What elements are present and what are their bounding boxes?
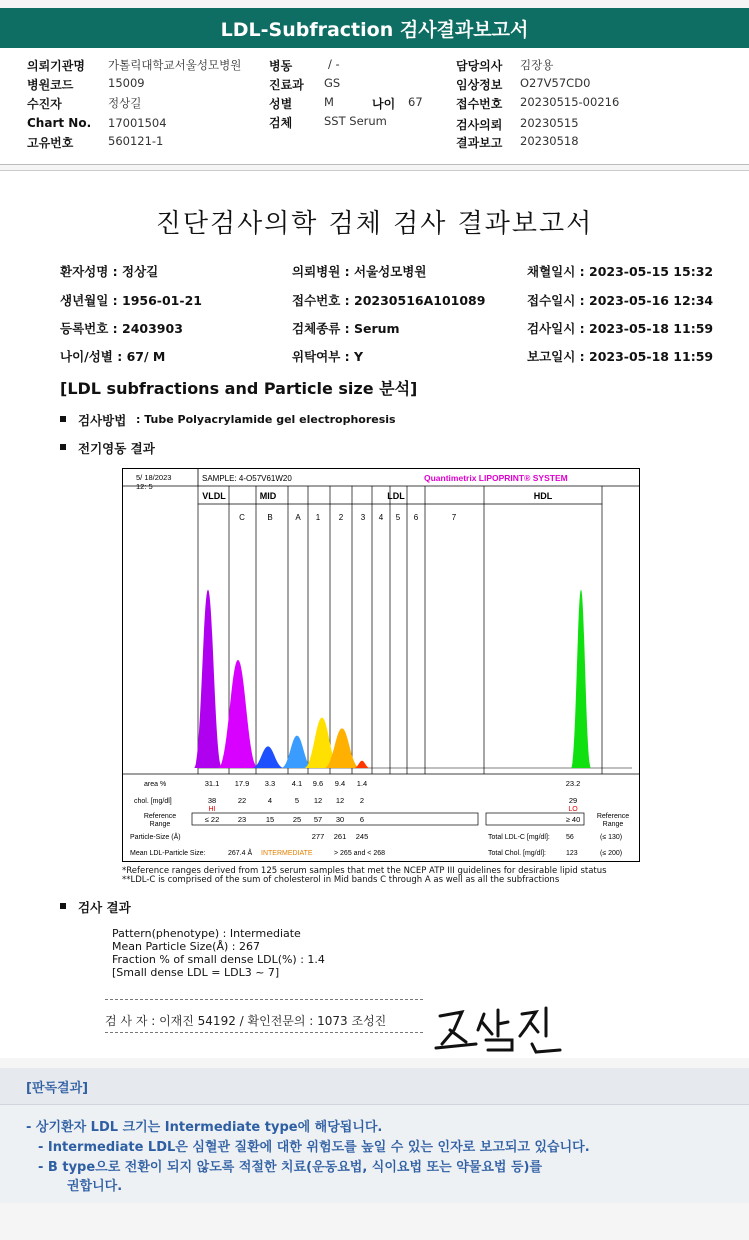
chol-value: 12 xyxy=(335,796,345,805)
mean-size-value: 267.4 Å xyxy=(228,850,253,857)
lipoprint-chart xyxy=(122,468,640,863)
band-label: 7 xyxy=(451,513,457,522)
area-value: 9.4 xyxy=(334,779,346,788)
report-heading: 진단검사의학 검체 검사 결과보고서 xyxy=(155,209,594,239)
result-definition: [Small dense LDL = LDL3 ~ 7] xyxy=(112,966,280,979)
label-specimen: 검체 xyxy=(269,116,293,130)
value-doctor: 김장용 xyxy=(520,58,554,72)
label-receipt-no: 접수번호 xyxy=(456,97,503,111)
consignment: 위탁여부 : Y xyxy=(292,349,364,364)
ref-value: 30 xyxy=(335,815,345,824)
chol-value: 4 xyxy=(267,796,273,805)
ref-value: ≤ 22 xyxy=(204,815,220,824)
label-hospital-code: 병원코드 xyxy=(27,78,74,92)
signature-divider-bottom xyxy=(105,1032,423,1033)
receipt-number: 접수번호 : 20230516A101089 xyxy=(292,293,486,308)
label-ward: 병동 xyxy=(269,59,293,73)
total-chol-label: Total Chol. [mg/dl]: xyxy=(488,850,546,857)
interpretation-line-1: - 상기환자 LDL 크기는 Intermediate type에 해당됩니다. xyxy=(26,1120,383,1135)
total-ldl-label: Total LDL-C [mg/dl]: xyxy=(488,834,550,841)
registration-number: 등록번호 : 2403903 xyxy=(60,321,183,336)
age-sex: 나이/성별 : 67/ M xyxy=(60,349,166,364)
chart-date: 5/ 18/2023 xyxy=(136,473,172,482)
area-value: 17.9 xyxy=(234,779,250,788)
chol-label: chol. [mg/dl] xyxy=(134,798,172,805)
label-institution: 의뢰기관명 xyxy=(27,59,85,73)
ref-label: Reference xyxy=(143,813,177,820)
specimen-type: 검체종류 : Serum xyxy=(292,321,400,336)
ref-label: Range xyxy=(149,821,171,828)
total-ldl-value: 56 xyxy=(566,834,574,841)
report-title-bar xyxy=(0,8,749,48)
bullet-icon xyxy=(60,903,66,909)
total-chol-value: 123 xyxy=(566,850,578,857)
result-mean-size: Mean Particle Size(Å) : 267 xyxy=(112,940,260,953)
interpretation-line-2: - Intermediate LDL은 심혈관 질환에 대한 위험도를 높일 수 있는 인자로 보고되고 있습니다. xyxy=(38,1140,590,1155)
band-label: 5 xyxy=(395,513,401,522)
band-label: 1 xyxy=(315,513,321,522)
interpretation-line-3: - B type으로 전환이 되지 않도록 적절한 치료(운동요법, 식이요법 또는 약물요법 등)를 xyxy=(38,1160,543,1175)
chart-frame xyxy=(123,469,640,862)
area-value: 23.2 xyxy=(565,779,581,788)
results-label: 검사 결과 xyxy=(78,900,131,915)
ref-value: 25 xyxy=(292,815,302,824)
chol-value: 5 xyxy=(294,796,300,805)
chol-value: 12 xyxy=(313,796,323,805)
ref-right-label: Range xyxy=(602,821,624,828)
band-label: 4 xyxy=(378,513,384,522)
chol-value: 29 xyxy=(568,796,578,805)
value-chart-no: 17001504 xyxy=(108,116,167,130)
footnote-ldlc: **LDL-C is comprised of the sum of cholesterol in Mid bands C through A as well as all the subfractions xyxy=(122,875,560,885)
region-label: MID xyxy=(259,491,277,501)
collection-datetime: 채혈일시 : 2023-05-15 15:32 xyxy=(527,264,714,279)
value-department: GS xyxy=(324,76,341,90)
chart-system-title: Quantimetrix LIPOPRINT® SYSTEM xyxy=(424,473,568,483)
report-datetime: 보고일시 : 2023-05-18 11:59 xyxy=(527,349,714,364)
chol-value-flag: HI xyxy=(208,806,216,813)
band-label: B xyxy=(267,513,273,522)
area-value: 31.1 xyxy=(204,779,220,788)
particle-value: 277 xyxy=(311,832,325,841)
chol-value: 22 xyxy=(237,796,247,805)
birth-date: 생년월일 : 1956-01-21 xyxy=(60,293,202,308)
ref-right-label: Reference xyxy=(596,813,630,820)
signature-divider-top xyxy=(105,999,423,1000)
band-label: 2 xyxy=(338,513,344,522)
bullet-icon xyxy=(60,416,66,422)
total-chol-ref: (≤ 200) xyxy=(600,850,623,857)
label-report-date: 결과보고 xyxy=(456,136,503,150)
chart-sample: SAMPLE: 4-O57V61W20 xyxy=(202,474,292,483)
region-label: HDL xyxy=(533,491,553,501)
electrophoresis-label: 전기영동 결과 xyxy=(78,441,155,456)
particle-size-label: Particle-Size (Å) xyxy=(130,834,181,841)
label-sex: 성별 xyxy=(269,97,293,111)
ref-value: 23 xyxy=(237,815,247,824)
particle-value: 245 xyxy=(355,832,369,841)
area-value: 3.3 xyxy=(264,779,276,788)
value-specimen: SST Serum xyxy=(324,114,387,128)
mean-size-range: > 265 and < 268 xyxy=(334,850,385,857)
bullet-icon xyxy=(60,444,66,450)
value-sex: M xyxy=(324,95,334,109)
label-department: 진료과 xyxy=(269,78,304,92)
mean-size-class: INTERMEDIATE xyxy=(261,850,313,857)
band-label: 3 xyxy=(360,513,366,522)
label-examinee: 수진자 xyxy=(27,97,62,111)
request-header xyxy=(0,48,749,165)
label-unique-no: 고유번호 xyxy=(27,136,74,150)
footnote-reference: *Reference ranges derived from 125 serum samples that met the NCEP ATP III guidelines for desirable lipid status xyxy=(122,866,607,876)
method-value: : Tube Polyacrylamide gel electrophoresis xyxy=(136,413,396,426)
ref-value: 57 xyxy=(313,815,323,824)
interpretation-heading: [판독결과] xyxy=(26,1081,89,1096)
signature-line: 검 사 자 : 이재진 54192 / 확인전문의 : 1073 조성진 xyxy=(105,1014,387,1028)
receipt-datetime: 접수일시 : 2023-05-16 12:34 xyxy=(527,293,714,308)
label-age: 나이 xyxy=(372,97,396,111)
value-age: 67 xyxy=(408,95,423,109)
handwritten-signature xyxy=(432,1000,572,1056)
region-label: VLDL xyxy=(202,491,226,501)
value-ward: / - xyxy=(328,57,340,71)
value-examinee: 정상길 xyxy=(108,96,142,110)
area-value: 4.1 xyxy=(291,779,303,788)
band-label: 6 xyxy=(413,513,419,522)
area-label: area % xyxy=(144,781,167,788)
label-doctor: 담당의사 xyxy=(456,59,503,73)
chol-value-flag: LO xyxy=(568,806,578,813)
ref-value: ≥ 40 xyxy=(565,815,581,824)
chart-time: 12: 5 xyxy=(136,482,153,491)
mean-size-label: Mean LDL-Particle Size: xyxy=(130,850,206,857)
ref-value: 6 xyxy=(359,815,365,824)
result-fraction: Fraction % of small dense LDL(%) : 1.4 xyxy=(112,953,325,966)
test-datetime: 검사일시 : 2023-05-18 11:59 xyxy=(527,321,714,336)
value-receipt-no: 20230515-00216 xyxy=(520,95,620,109)
value-hospital-code: 15009 xyxy=(108,76,145,90)
value-institution: 가톨릭대학교서울성모병원 xyxy=(108,58,242,72)
label-request-date: 검사의뢰 xyxy=(456,118,503,132)
interpretation-line-4: 권합니다. xyxy=(67,1179,123,1194)
patient-name: 환자성명 : 정상길 xyxy=(60,264,159,279)
area-value: 1.4 xyxy=(356,779,368,788)
value-unique-no: 560121-1 xyxy=(108,134,164,148)
analysis-section-title: [LDL subfractions and Particle size 분석] xyxy=(60,379,418,398)
referring-hospital: 의뢰병원 : 서울성모병원 xyxy=(292,264,427,279)
label-clinical-info: 임상정보 xyxy=(456,78,503,92)
result-pattern: Pattern(phenotype) : Intermediate xyxy=(112,927,301,940)
particle-value: 261 xyxy=(333,832,347,841)
band-label: A xyxy=(295,513,301,522)
value-clinical-info: O27V57CD0 xyxy=(520,76,591,90)
method-label: 검사방법 xyxy=(78,413,127,428)
band-label: C xyxy=(239,513,245,522)
area-value: 9.6 xyxy=(312,779,324,788)
total-ldl-ref: (≤ 130) xyxy=(600,834,623,841)
region-label: LDL xyxy=(387,491,405,501)
label-chart-no: Chart No. xyxy=(27,116,92,130)
chol-value: 38 xyxy=(207,796,217,805)
value-request-date: 20230515 xyxy=(520,116,579,130)
ref-value: 15 xyxy=(265,815,275,824)
chol-value: 2 xyxy=(359,796,365,805)
value-report-date: 20230518 xyxy=(520,134,579,148)
interpretation-header xyxy=(0,1068,749,1105)
report-title: LDL-Subfraction 검사결과보고서 xyxy=(220,18,529,41)
